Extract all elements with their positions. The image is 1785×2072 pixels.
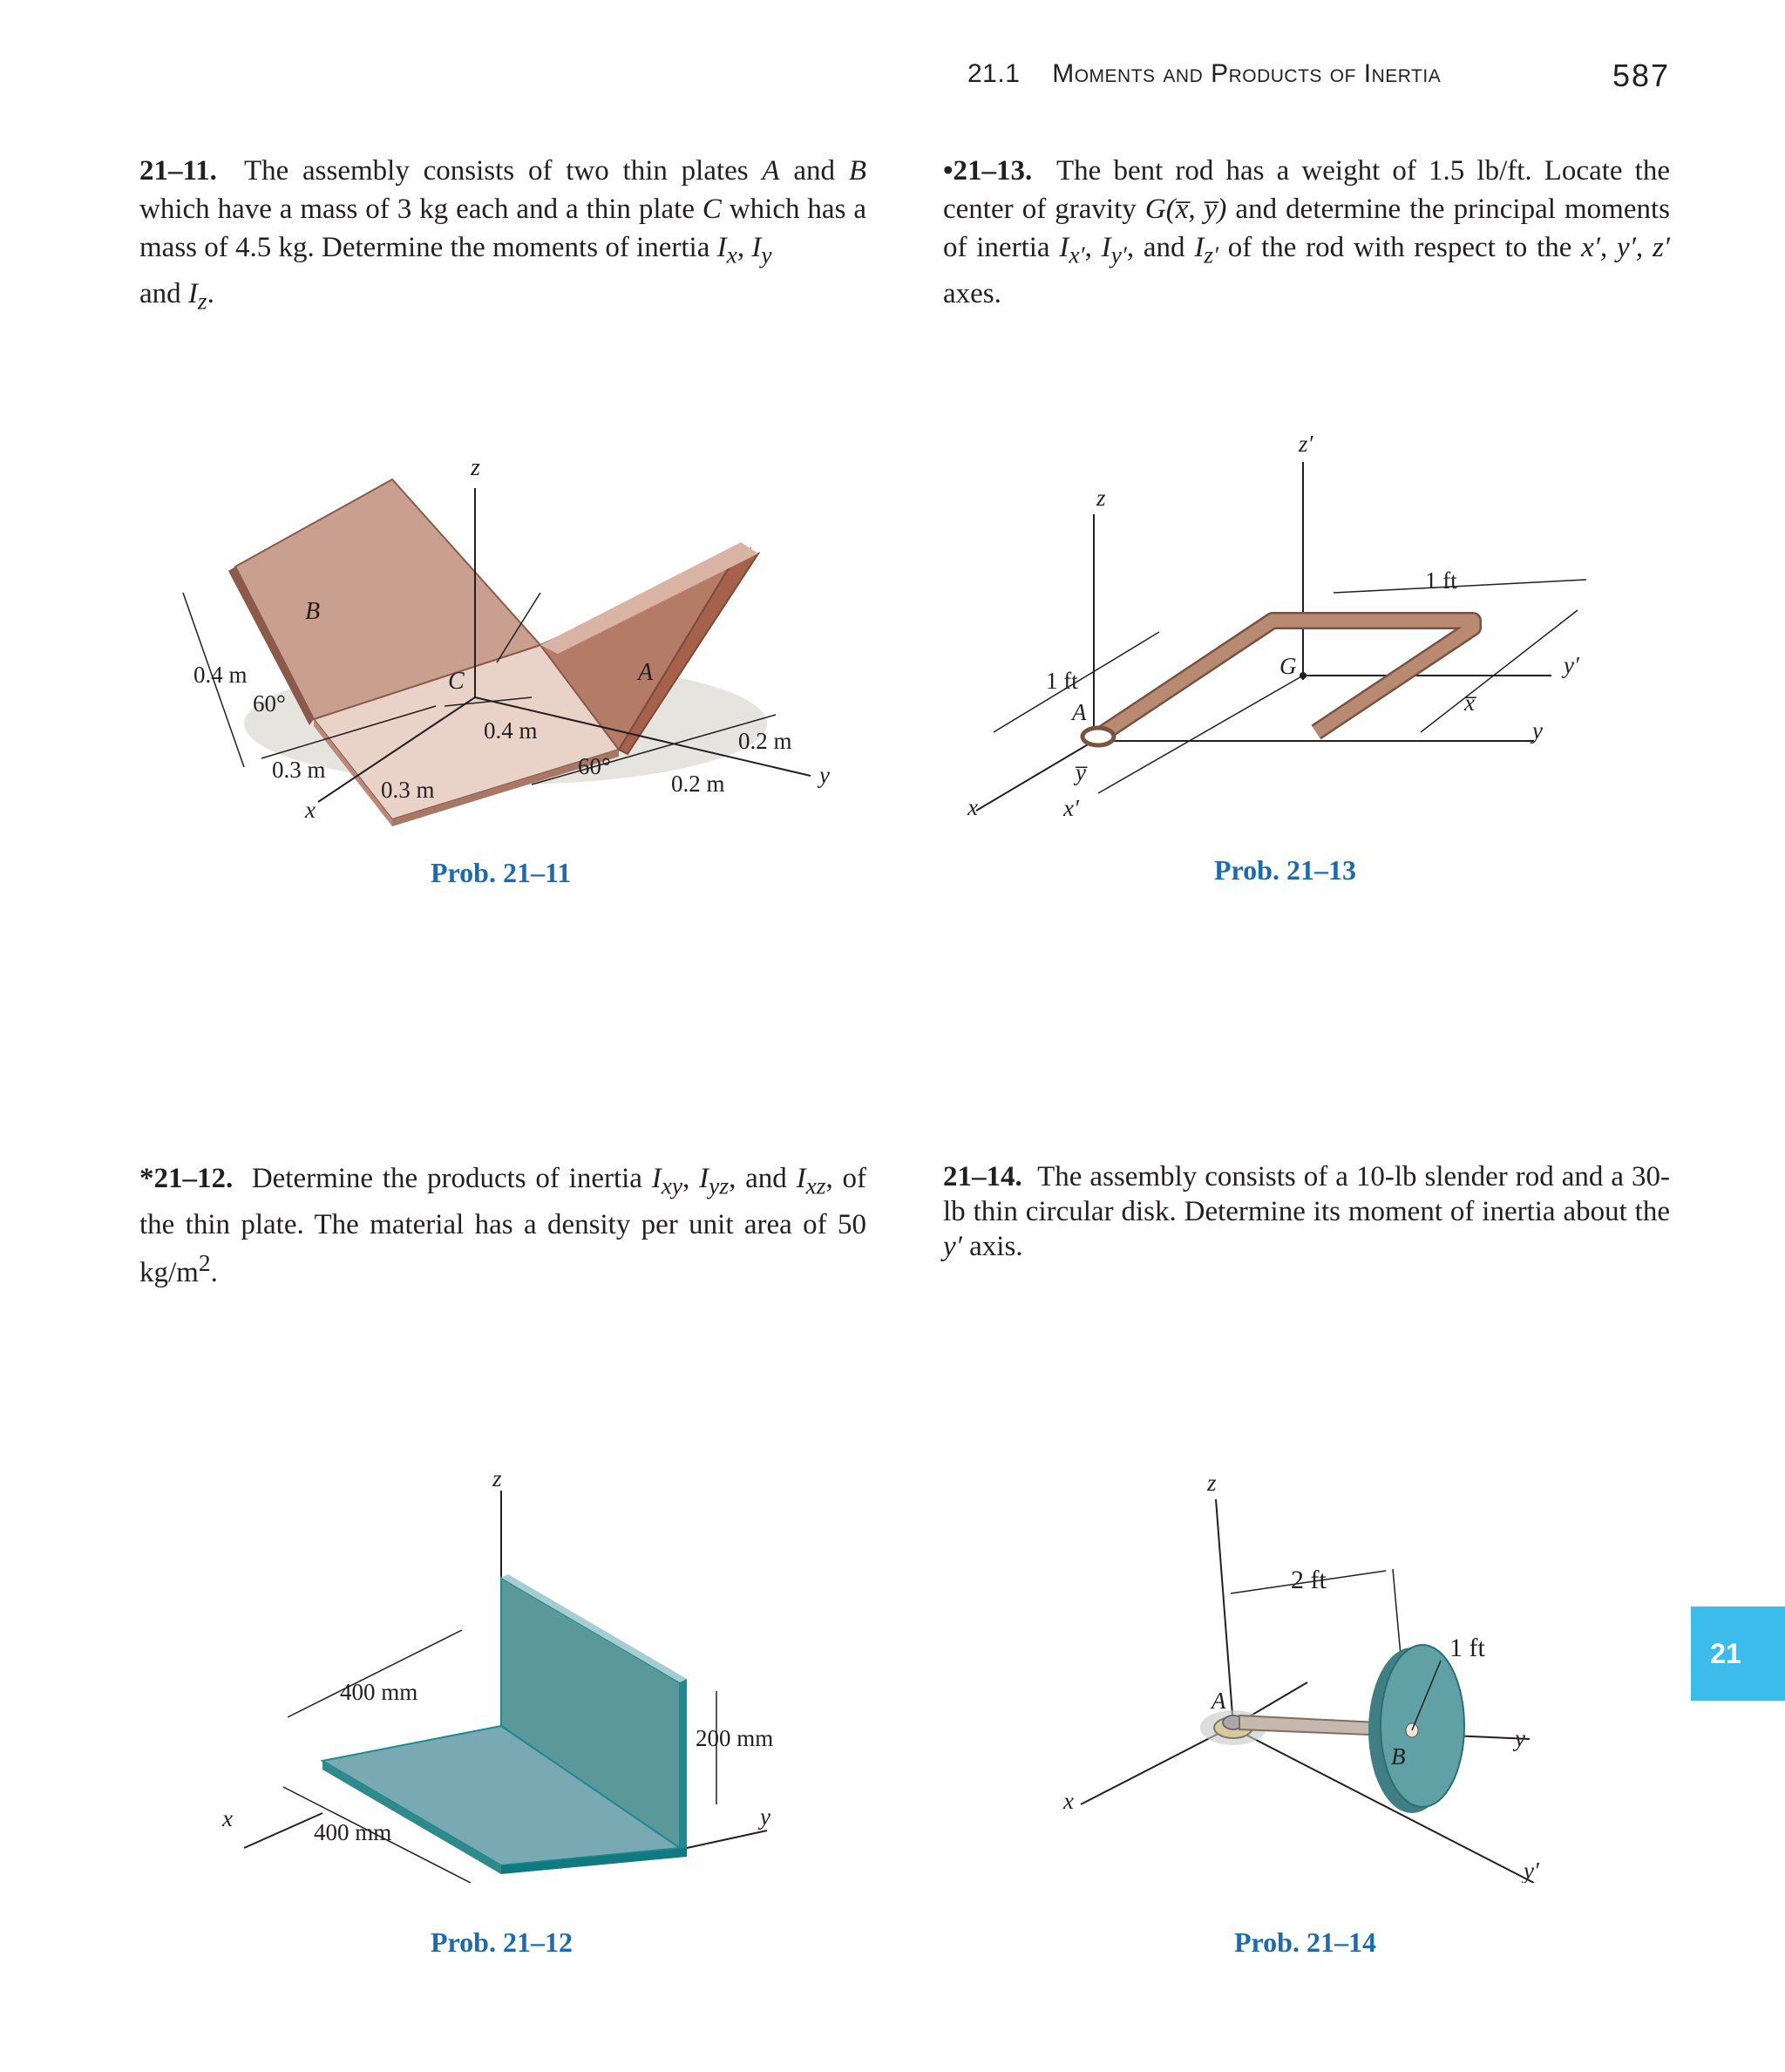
problem-text: , and: [729, 1163, 797, 1194]
label-B: B: [1391, 1743, 1406, 1770]
label-y: y: [760, 1804, 770, 1830]
subscript: xz: [805, 1172, 826, 1199]
disk-B: [1381, 1645, 1464, 1807]
problem-text: The assembly consists of two thin plates: [243, 155, 763, 187]
problem-text: .: [210, 1256, 218, 1288]
figure-21-13: [950, 427, 1700, 837]
subscript: xy: [661, 1172, 683, 1199]
var-axes: x′, y′, z′: [1581, 232, 1671, 263]
caption-21-12: Prob. 21–12: [431, 1926, 573, 1958]
dim-1ft-left: 1 ft: [1046, 668, 1078, 694]
var-coords: (x̅, y̅): [1165, 194, 1227, 225]
var-I: I: [1101, 232, 1111, 263]
dim-1ft-top: 1 ft: [1425, 567, 1457, 594]
var-I: I: [716, 232, 727, 263]
var-I: I: [1059, 232, 1069, 263]
section-title: Moments and Products of Inertia: [1052, 59, 1442, 88]
label-z: z: [1207, 1470, 1217, 1496]
caption-21-14: Prob. 21–14: [1234, 1926, 1376, 1958]
subscript: y′: [1110, 241, 1127, 268]
problem-text: , and: [1126, 232, 1195, 263]
dim-03-left: 0.3 m: [272, 757, 326, 783]
problem-text: and: [139, 277, 188, 309]
x-axis: [244, 1813, 322, 1848]
problem-text: , of the thin plate. The material has a density per unit area of 50 kg/m: [139, 1163, 867, 1288]
superscript: 2: [198, 1248, 211, 1276]
problem-21-14: [943, 1159, 1670, 1264]
dim-400-top: 400 mm: [340, 1679, 418, 1705]
problem-number: 21–11.: [139, 155, 217, 187]
label-z: z: [1096, 485, 1106, 511]
xp-axis: [1098, 676, 1303, 793]
var-B: B: [848, 155, 866, 187]
dim-1ft: 1 ft: [1449, 1634, 1485, 1662]
running-head: [967, 59, 1441, 89]
problem-text: ,: [1084, 232, 1102, 263]
problem-number: •21–13.: [943, 155, 1033, 187]
label-yp: y′: [1524, 1858, 1539, 1883]
problem-text: and determine the principal moments of inertia: [943, 194, 1670, 263]
label-x: x: [222, 1805, 233, 1831]
problem-text: The bent rod has a weight of 1.5 lb/ft. Locate the center of gravity: [943, 155, 1670, 225]
var-C: C: [702, 194, 722, 225]
label-y: y: [819, 762, 830, 788]
label-yp: y′: [1564, 652, 1579, 678]
var-I: I: [751, 232, 762, 263]
dim-200: 200 mm: [696, 1725, 774, 1751]
dim-2ft: 2 ft: [1291, 1566, 1327, 1594]
problem-21-12: [139, 1159, 866, 1292]
figure-21-11: [131, 436, 880, 854]
var-I: I: [1194, 232, 1205, 263]
var-G: G: [1144, 194, 1166, 225]
figure-21-12: [209, 1464, 802, 1883]
figure-21-14: [1046, 1464, 1569, 1883]
point-G: [1300, 672, 1307, 679]
label-A: A: [638, 659, 654, 686]
problem-text: which has a mass of 4.5 kg. Determine the moments of inertia: [139, 194, 866, 263]
dim-04-left: 0.4 m: [193, 662, 248, 688]
section-number: 21.1: [967, 59, 1021, 88]
dim-02-upper: 0.2 m: [738, 728, 792, 754]
problem-text: ,: [682, 1163, 700, 1194]
var-I: I: [651, 1163, 662, 1194]
label-A: A: [1072, 699, 1087, 725]
problem-text: axes.: [943, 277, 1001, 309]
label-B: B: [305, 598, 321, 625]
label-G: G: [1279, 653, 1297, 679]
problem-text: which have a mass of 3 kg each and a thin plate: [139, 194, 702, 225]
problem-21-11: [139, 152, 866, 320]
subscript: y: [761, 241, 772, 268]
caption-21-11: Prob. 21–11: [431, 857, 572, 888]
plate-wall-edge: [680, 1679, 687, 1852]
subscript: x: [726, 241, 737, 268]
dim-02-lower: 0.2 m: [671, 771, 725, 797]
chapter-tab: 21: [1691, 1607, 1785, 1701]
dim-line-1ft-top: [1334, 580, 1586, 593]
problem-text: of the rod with respect to the: [1218, 232, 1582, 263]
label-x: x: [1063, 1788, 1074, 1814]
support-A: [1083, 728, 1114, 745]
label-z: z: [492, 1465, 502, 1491]
var-axis: y′: [943, 1231, 962, 1262]
label-ybar: y̅: [1076, 759, 1086, 785]
label-C: C: [448, 668, 465, 695]
problem-text: The assembly consists of a 10-lb slender rod and a 30-lb thin circular disk. Determine its moment of inertia about the: [943, 1161, 1671, 1227]
var-A: A: [762, 155, 780, 187]
problem-text: axis.: [961, 1231, 1023, 1262]
subscript: x′: [1069, 241, 1085, 268]
var-I: I: [187, 277, 198, 309]
dim-400-bottom: 400 mm: [314, 1819, 392, 1845]
problem-text: ,: [736, 232, 752, 263]
label-x: x: [967, 794, 978, 820]
problem-text: Determine the products of inertia: [251, 1163, 652, 1194]
var-I: I: [699, 1163, 709, 1194]
label-y: y: [1515, 1725, 1525, 1751]
subscript: z′: [1204, 241, 1219, 268]
label-y: y: [1532, 717, 1543, 744]
label-xp: x′: [1063, 795, 1079, 821]
subscript: yz: [709, 1172, 730, 1199]
label-x: x: [305, 797, 316, 823]
caption-21-13: Prob. 21–13: [1214, 854, 1356, 886]
problem-number: 21–14.: [943, 1161, 1022, 1192]
page-number: 587: [1612, 58, 1671, 93]
label-zp: z′: [1299, 431, 1313, 457]
subscript: z: [197, 287, 207, 315]
var-I: I: [796, 1163, 806, 1194]
problem-text: and: [779, 155, 849, 187]
dim-03-right: 0.3 m: [381, 777, 435, 803]
angle-60-right: 60°: [578, 753, 611, 779]
label-A: A: [1211, 1688, 1226, 1714]
dim-04-mid: 0.4 m: [484, 717, 538, 744]
y-axis: [687, 1831, 767, 1848]
label-z: z: [471, 454, 480, 481]
label-xbar: x̅: [1464, 690, 1475, 716]
angle-60-left: 60°: [253, 690, 286, 717]
problem-number: *21–12.: [139, 1163, 234, 1194]
problem-text: .: [207, 277, 214, 309]
problem-21-13: [943, 152, 1670, 313]
